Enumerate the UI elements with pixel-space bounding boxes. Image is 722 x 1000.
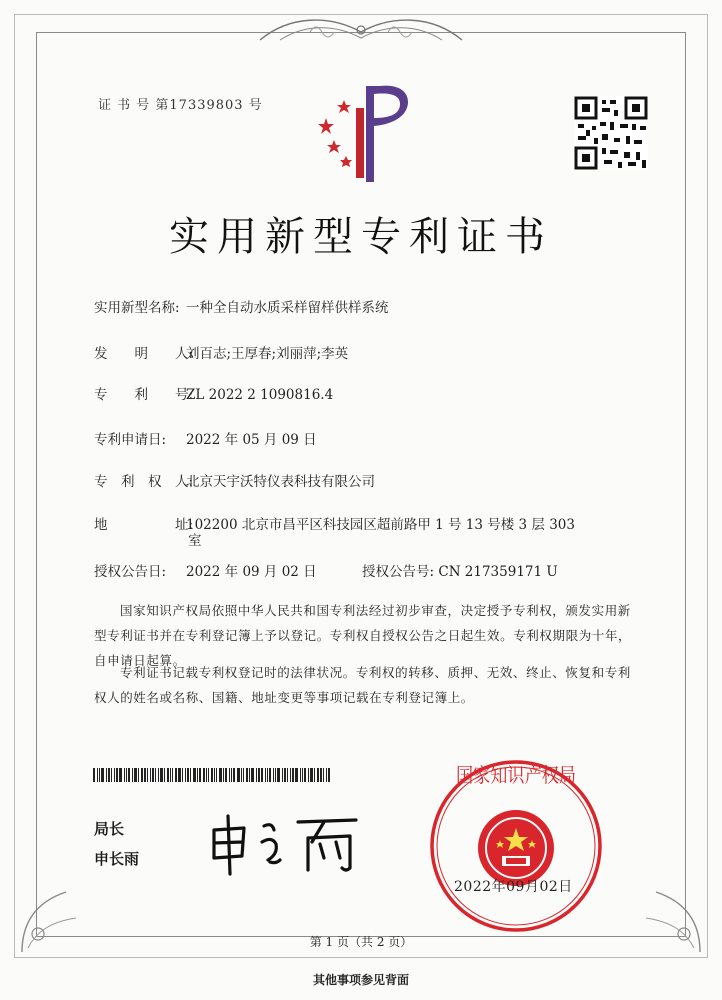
footer-note: 其他事项参见背面 [312,973,409,987]
inventor-label: 发 明 人: [94,346,194,362]
inventor-value: 刘百志;王厚春;刘丽萍;李英 [186,346,349,362]
utility-model-name-row [94,296,389,316]
grant-date-row [94,560,317,580]
grant-number-row [362,560,558,580]
patent-number-row [94,383,333,403]
director-signature-icon [200,808,370,878]
qr-code-icon [574,96,648,170]
certificate-number: 证 书 号 第17339803 号 [98,98,263,113]
top-ornament [250,10,472,50]
grant-number-label: 授权公告号: [362,564,435,580]
address-row [94,513,575,533]
grant-date-label: 授权公告日: [94,564,167,580]
grant-statement-paragraph: 国家知识产权局依照中华人民共和国专利法经过初步审查，决定授予专利权，颁发实用新型专利证书并在专利登记簿上予以登记。专利权自授权公告之日起生效。专利权期限为十年，自申请日起算。 [94,603,632,668]
address-label: 地 址: [94,517,194,533]
grant-date-value: 2022 年 09 月 02 日 [186,564,317,580]
application-date-label: 专利申请日: [94,432,167,448]
patentee-row [94,470,375,490]
legal-status-paragraph: 专利证书记载专利权登记时的法律状况。专利权的转移、质押、无效、终止、恢复和专利权人的姓名或名称、国籍、地址变更等事项记载在专利登记簿上。 [94,665,631,705]
address-value-continued: 室 [188,533,202,549]
utility-model-name-value: 一种全自动水质采样留样供样系统 [186,300,389,316]
page-number: 第 1 页（共 2 页） [309,935,413,949]
certificate-title: 实用新型专利证书 [169,214,553,260]
inventor-row [94,342,348,362]
seal-text: 国家知识产权局 [456,763,576,787]
director-title: 局长 [94,820,125,838]
seal-date: 2022年09月02日 [454,879,573,895]
address-value: 102200 北京市昌平区科技园区超前路甲 1 号 13 号楼 3 层 303 [186,517,575,533]
director-name: 申长雨 [94,850,140,868]
patent-number-value: ZL 2022 2 1090816.4 [186,387,334,403]
barcode-icon [93,768,333,782]
official-seal-icon [428,758,604,934]
application-date-row [94,428,317,448]
utility-model-name-label: 实用新型名称: [94,300,180,316]
patent-number-label: 专 利 号: [94,387,194,403]
patentee-label: 专 利 权 人: [94,474,194,490]
application-date-value: 2022 年 05 月 09 日 [186,432,317,448]
grant-number-value: CN 217359171 U [438,564,558,580]
patentee-value: 北京天宇沃特仪表科技有限公司 [186,474,375,490]
patent-office-logo-icon [304,78,424,188]
